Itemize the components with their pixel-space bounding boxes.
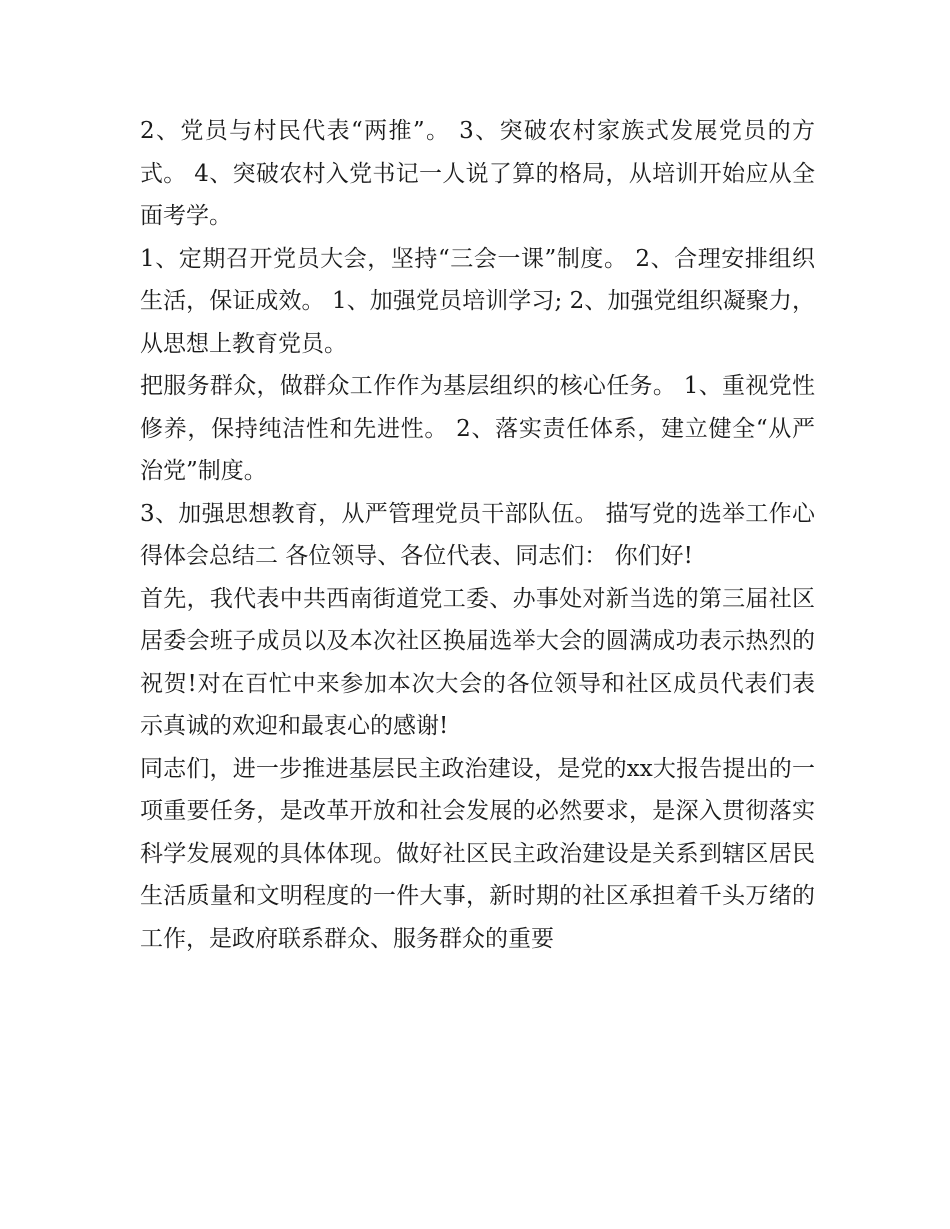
paragraph-1: 2、党员与村民代表“两推”。 3、突破农村家族式发展党员的方式。 4、突破农村入党书记一人说了算的格局，从培训开始应从全面考学。 xyxy=(140,118,815,229)
paragraph-6: 同志们，进一步推进基层民主政治建设，是党的xx大报告提出的一项重要任务，是改革开放和社会发展的必然要求，是深入贯彻落实科学发展观的具体体现。做好社区民主政治建设是关系到辖区居民生活质量和文明程度的一件大事，新时期的社区承担着千头万绪的工作，是政府联系群众、服务群众的重要 xyxy=(140,755,815,952)
document-body xyxy=(140,110,815,960)
paragraph-3: 把服务群众，做群众工作作为基层组织的核心任务。 1、重视党性修养，保持纯洁性和先进性。 2、落实责任体系，建立健全“从严治党”制度。 xyxy=(140,373,815,484)
paragraph-5: 首先，我代表中共西南街道党工委、办事处对新当选的第三届社区居委会班子成员以及本次社区换届选举大会的圆满成功表示热烈的祝贺!对在百忙中来参加本次大会的各位领导和社区成员代表们表示真诚的欢迎和最衷心的感谢! xyxy=(140,585,815,739)
paragraph-2: 1、定期召开党员大会，坚持“三会一课”制度。 2、合理安排组织生活，保证成效。 1、加强党员培训学习; 2、加强党组织凝聚力，从思想上教育党员。 xyxy=(140,245,815,357)
paragraph-4: 3、加强思想教育，从严管理党员干部队伍。 描写党的选举工作心得体会总结二 各位领导、各位代表、同志们： 你们好! xyxy=(140,500,815,569)
